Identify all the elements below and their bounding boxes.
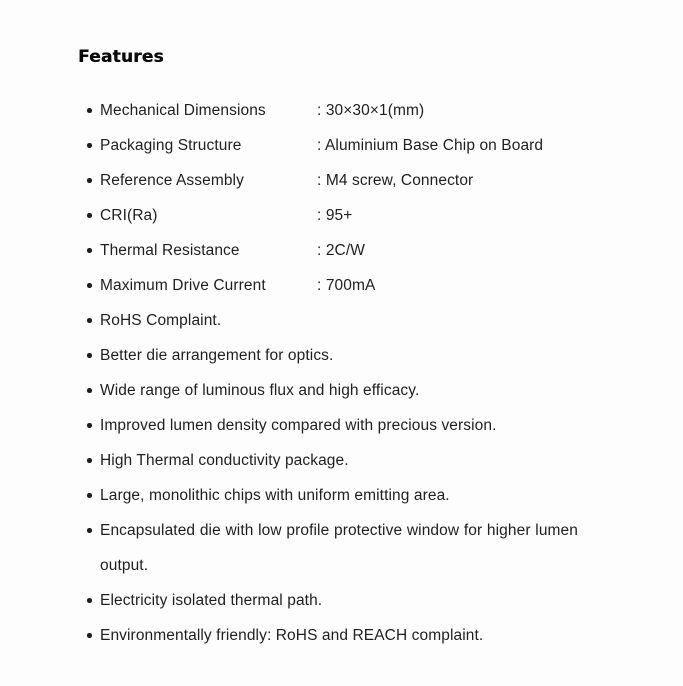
bullet-icon <box>87 528 92 533</box>
colon-separator: : <box>317 207 326 224</box>
feature-bullet-text: Improved lumen density compared with precious version. <box>100 417 497 434</box>
bullet-icon <box>87 248 92 253</box>
feature-spec-item <box>0 233 578 268</box>
bullet-icon <box>87 423 92 428</box>
bullet-icon <box>87 178 92 183</box>
feature-bullet-item <box>0 408 578 443</box>
feature-bullet-text: Wide range of luminous flux and high efficacy. <box>100 382 420 399</box>
feature-bullet-item <box>0 618 578 653</box>
bullet-icon <box>87 143 92 148</box>
spec-value: 30×30×1(mm) <box>325 102 425 119</box>
feature-bullet-text: Electricity isolated thermal path. <box>100 592 323 609</box>
feature-bullet-text: RoHS Complaint. <box>100 312 222 329</box>
feature-bullet-item <box>0 478 578 513</box>
feature-bullet-text: Environmentally friendly: RoHS and REACH complaint. <box>100 627 484 644</box>
spec-label: Thermal Resistance <box>100 242 240 259</box>
spec-label: CRI(Ra) <box>100 207 158 224</box>
feature-bullet-text: Large, monolithic chips with uniform emitting area. <box>100 487 450 504</box>
colon-separator: : <box>317 277 326 294</box>
feature-bullet-item <box>0 443 578 478</box>
bullet-icon <box>87 318 92 323</box>
bullet-icon <box>87 388 92 393</box>
feature-spec-item <box>0 128 578 163</box>
spec-label: Reference Assembly <box>100 172 244 189</box>
bullet-icon <box>87 108 92 113</box>
colon-separator: : <box>317 137 325 154</box>
colon-separator: : <box>317 102 326 119</box>
colon-separator: : <box>317 172 326 189</box>
bullet-icon <box>87 353 92 358</box>
bullet-icon <box>87 493 92 498</box>
spec-value: 2C/W <box>325 242 365 259</box>
features-list <box>0 93 578 653</box>
feature-bullet-item <box>0 373 578 408</box>
bullet-icon <box>87 633 92 638</box>
spec-value: 700mA <box>325 277 376 294</box>
feature-bullet-text: Better die arrangement for optics. <box>100 347 334 364</box>
spec-label: Packaging Structure <box>100 137 242 154</box>
features-heading: Features <box>78 47 164 67</box>
feature-bullet-text: High Thermal conductivity package. <box>100 452 349 469</box>
feature-bullet-text: Encapsulated die with low profile protective window for higher lumen output. <box>100 522 578 574</box>
feature-bullet-item <box>0 338 578 373</box>
bullet-icon <box>87 213 92 218</box>
feature-spec-item <box>0 163 578 198</box>
feature-bullet-item <box>0 513 578 583</box>
spec-value: M4 screw, Connector <box>325 172 474 189</box>
feature-spec-item <box>0 198 578 233</box>
spec-value: 95+ <box>325 207 353 224</box>
spec-label: Mechanical Dimensions <box>100 102 266 119</box>
feature-spec-item <box>0 268 578 303</box>
bullet-icon <box>87 458 92 463</box>
bullet-icon <box>87 598 92 603</box>
feature-spec-item <box>0 93 578 128</box>
bullet-icon <box>87 283 92 288</box>
spec-label: Maximum Drive Current <box>100 277 266 294</box>
feature-bullet-item <box>0 303 578 338</box>
feature-bullet-item <box>0 583 578 618</box>
colon-separator: : <box>317 242 326 259</box>
spec-value: Aluminium Base Chip on Board <box>324 137 544 154</box>
